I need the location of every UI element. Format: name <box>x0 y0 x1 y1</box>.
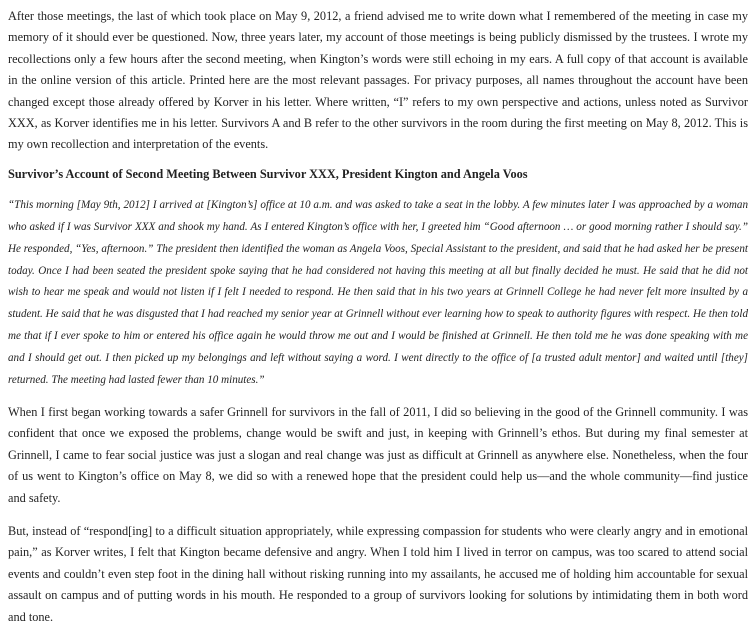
body-paragraph-korver-response: But, instead of “respond[ing] to a difficult situation appropriately, while expressing compassion for students who were clearly angry and in emotional pain,” as Korver writes, I felt that Kington became defensive and angry. When I told him I lived in terror on campus, was too scared to attend social events and couldn’t even step foot in the dining hall without risking running into my assailants, he accused me of holding him accountable for sexual assault on campus and of putting words in his mouth. He responded to a group of survivors looking for solutions by intimidating them in both word and tone. <box>8 524 748 624</box>
section-heading: Survivor’s Account of Second Meeting Between Survivor XXX, President Kington and Angela Voos <box>8 166 528 181</box>
body-paragraph-safer-grinnell: When I first began working towards a safer Grinnell for survivors in the fall of 2011, I did so believing in the good of the Grinnell community. I was confident that once we exposed the problems, change would be swift and just, in keeping with Grinnell’s ethos. But during my final semester at Grinnell, I came to fear social justice was just a slogan and real change was just as difficult at Grinnell as anywhere else. Nonetheless, when the four of us went to Kington’s office on May 8, we did so with a renewed hope that the president could help us—and the whole community—find justice and safety. <box>8 405 748 505</box>
survivor-account-quote: “This morning [May 9th, 2012] I arrived at [Kington’s] office at 10 a.m. and was asked to take a seat in the lobby. A few minutes later I was approached by a woman who asked if I was Survivor XXX and shook my hand. As I entered Kington’s office with her, I greeted him “Good afternoon … or good morning rather I should say.” He responded, “Yes, afternoon.” The president then identified the woman as Angela Voos, Special Assistant to the president, and said that he had asked her be present today. Once I had been seated the president spoke saying that he had considered not having this meeting at all but finally decided he must. He said that he did not wish to hear me speak and would not listen if I felt I needed to respond. He then said that in his two years at Grinnell College he had never felt more insulted by a student. He said that he was disgusted that I had reached my senior year at Grinnell without ever learning how to speak to authority figures with respect. He then told me that if I ever spoke to him or entered his office again he would throw me out and I would be finished at Grinnell. He then told me he was done speaking with me and I should get out. I then picked up my belongings and left without saying a word. I went directly to the office of [a trusted adult mentor] and waited until [they] returned. The meeting had lasted fewer than 10 minutes.” <box>8 198 748 387</box>
intro-paragraph: After those meetings, the last of which took place on May 9, 2012, a friend advised me to write down what I remembered of the meeting in case my memory of it should ever be questioned. Now, three years later, my account of those meetings is being publicly dismissed by the trustees. I wrote my recollections only a few hours after the second meeting, when Kington’s words were still echoing in my ears. A full copy of that account is available in the online version of this article. Printed here are the most relevant passages. For privacy purposes, all names throughout the account have been changed except those already offered by Korver in his letter. Where written, “I” refers to my own perspective and actions, unless noted as Survivor XXX, as Korver identifies me in his letter. Survivors A and B refer to the other survivors in the room during the first meeting on May 8, 2012. This is my own recollection and interpretation of the events. <box>8 9 748 152</box>
